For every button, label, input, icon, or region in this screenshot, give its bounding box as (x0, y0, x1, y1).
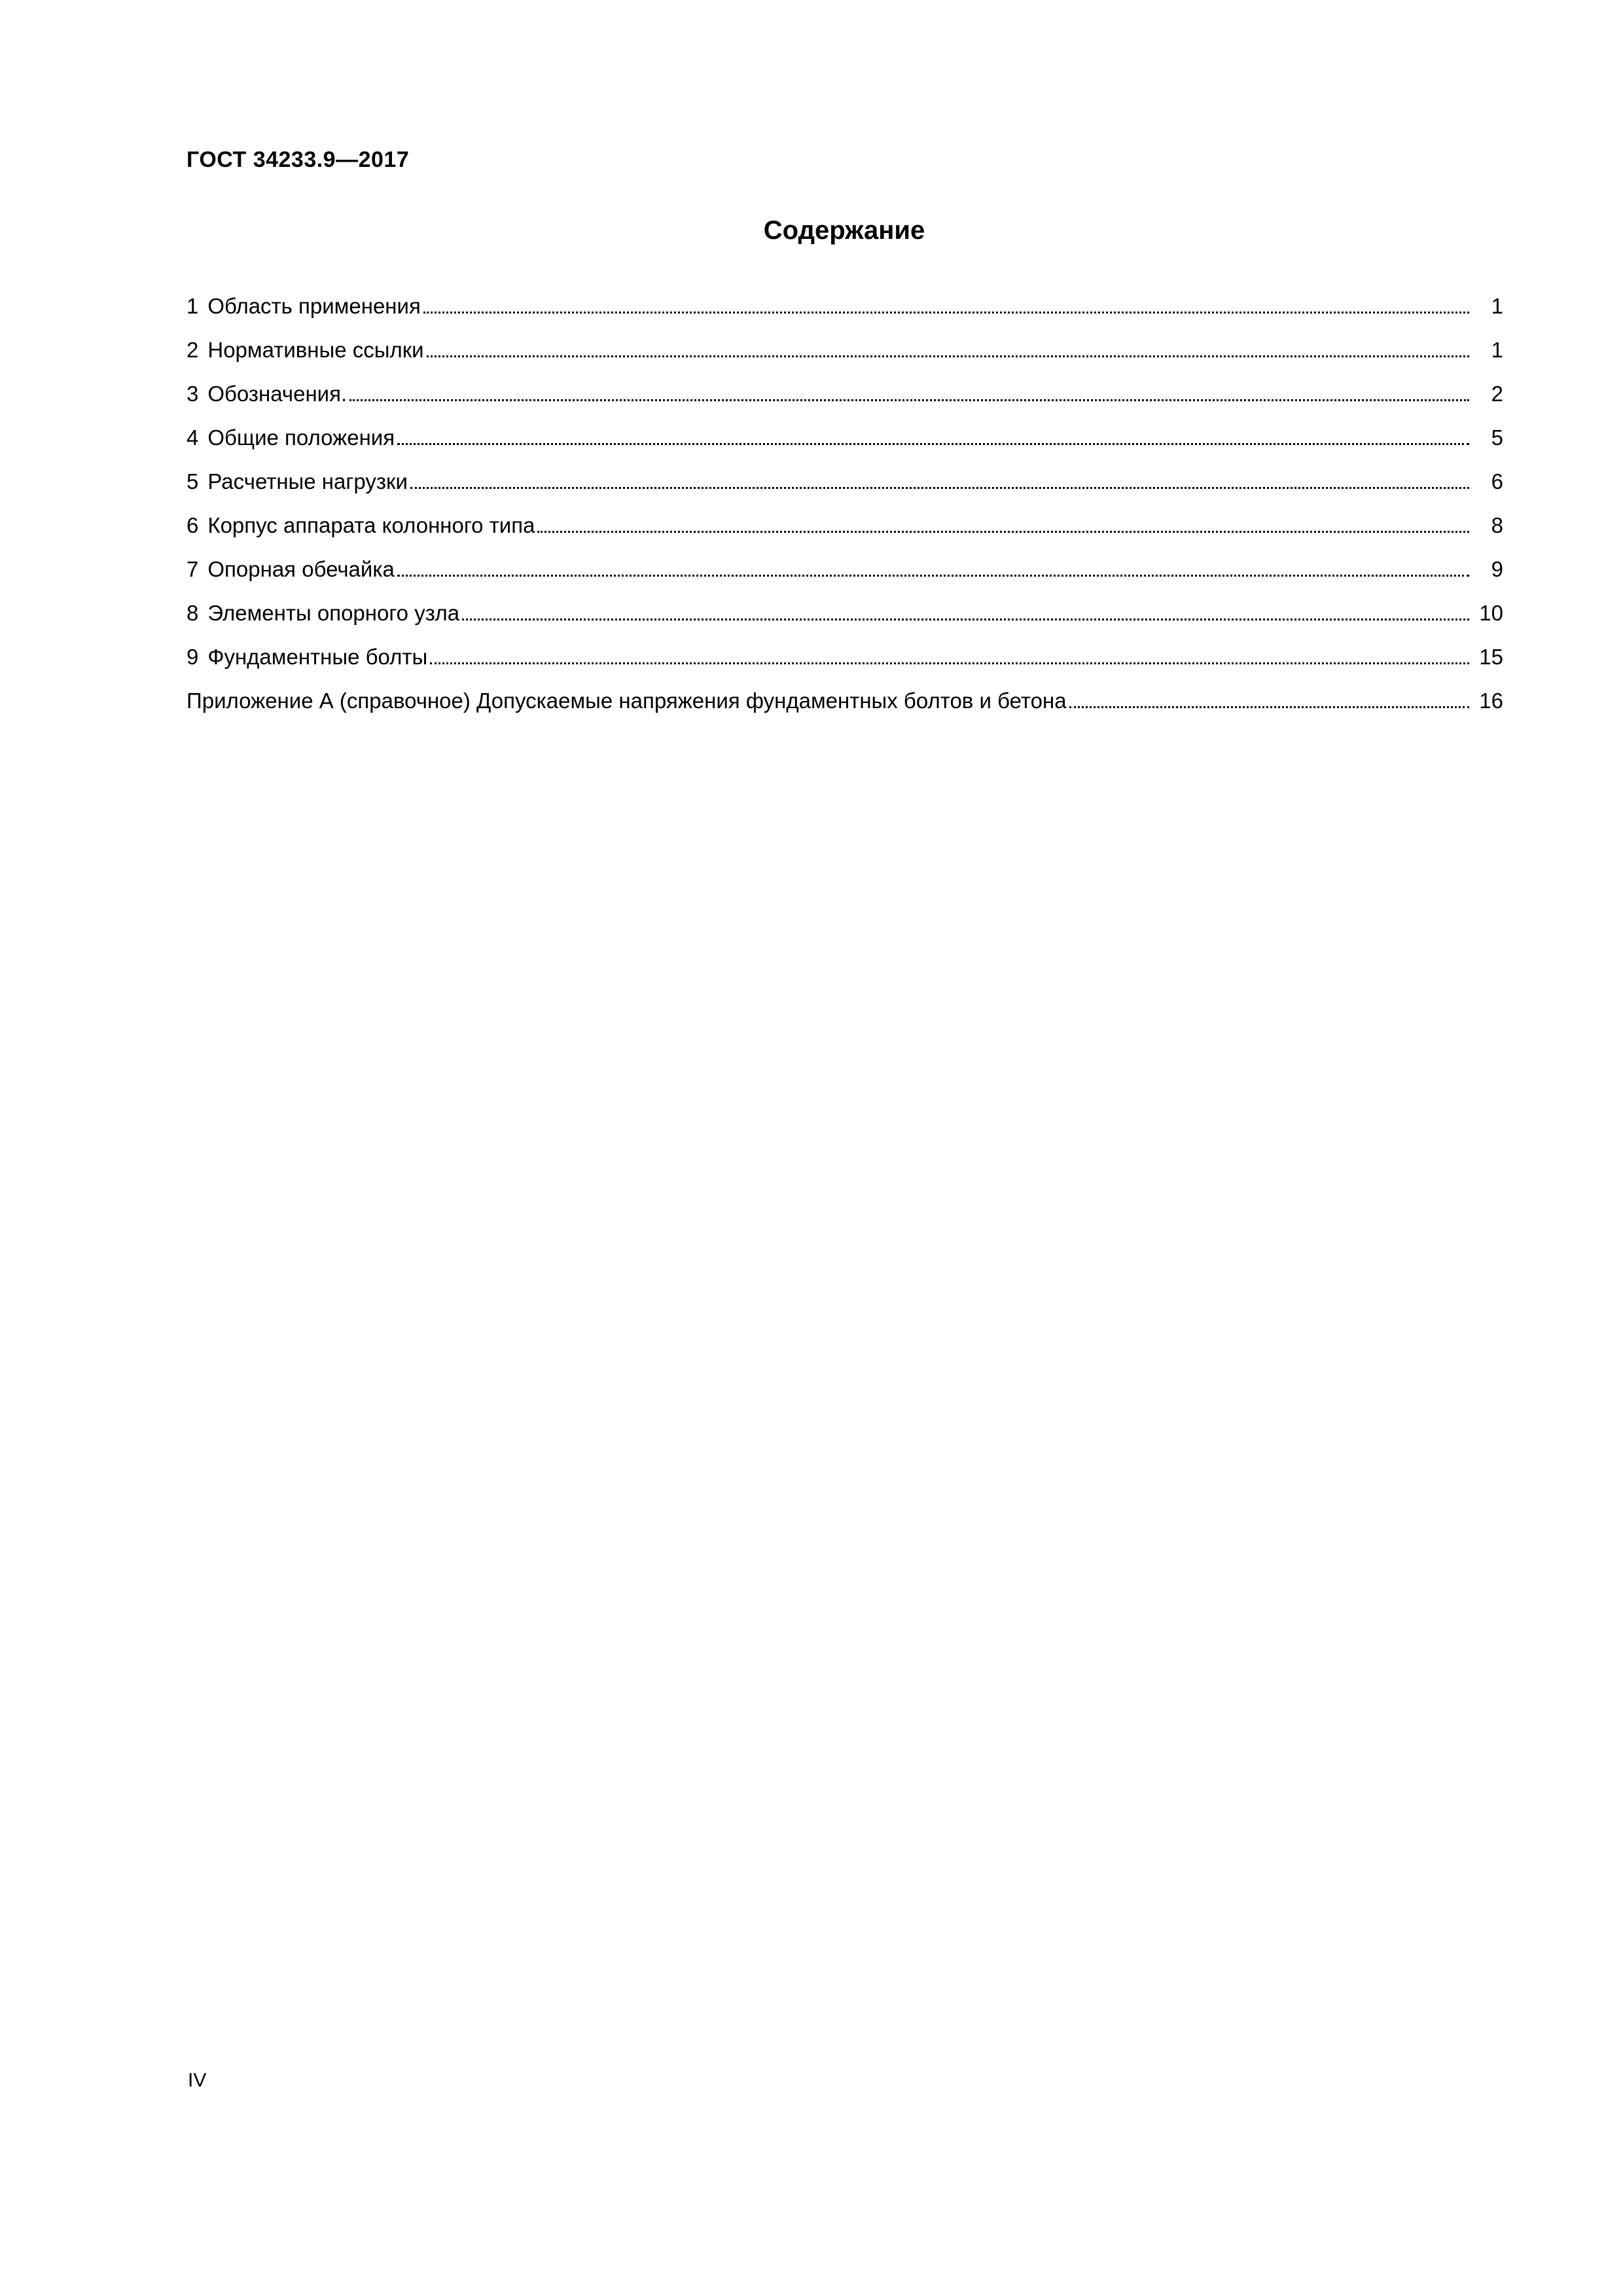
toc-entry[interactable] (187, 381, 1503, 407)
toc-entry-label: Элементы опорного узла (207, 601, 460, 625)
toc-entry-page: 15 (1479, 645, 1503, 669)
toc-entry-label: Приложение А (справочное) Допускаемые напряжения фундаментных болтов и бетона (187, 689, 1067, 713)
toc-entry[interactable] (187, 337, 1503, 363)
toc-leader-dots (537, 530, 1469, 533)
toc-entry-number: 5 (187, 469, 199, 493)
toc-entry-label: Обозначения. (207, 382, 348, 406)
toc-entry-label: Фундаментные болты (207, 645, 428, 669)
toc-entry-page: 16 (1479, 689, 1503, 713)
toc-entry-appendix[interactable] (187, 688, 1503, 714)
toc-entry-page: 1 (1491, 294, 1503, 318)
toc-entry[interactable] (187, 293, 1503, 319)
toc-entry-number: 9 (187, 645, 199, 669)
toc-entry-number: 1 (187, 294, 199, 318)
toc-leader-dots (462, 618, 1469, 620)
toc-entry-number: 7 (187, 557, 199, 581)
toc-entry-page: 5 (1491, 425, 1503, 450)
toc-leader-dots (397, 574, 1469, 577)
toc-entry[interactable] (187, 644, 1503, 670)
toc-entry[interactable] (187, 600, 1503, 626)
toc-entry-number: 3 (187, 382, 199, 406)
toc-entry-page: 9 (1491, 557, 1503, 581)
page-title: Содержание (763, 216, 925, 245)
toc-leader-dots (423, 311, 1469, 314)
toc-leader-dots (430, 662, 1469, 664)
toc-leader-dots (427, 355, 1469, 357)
toc-entry-page: 2 (1491, 382, 1503, 406)
toc-leader-dots (1069, 706, 1469, 708)
toc-entry[interactable] (187, 425, 1503, 451)
toc-entry-label: Область применения (207, 294, 421, 318)
toc-entry-label: Общие положения (207, 425, 395, 450)
toc-entry-page: 10 (1479, 601, 1503, 625)
toc-entry-page: 6 (1491, 469, 1503, 493)
table-of-contents (187, 293, 1503, 732)
toc-entry-number: 2 (187, 338, 199, 362)
toc-entry-page: 8 (1491, 513, 1503, 537)
toc-entry-label: Нормативные ссылки (207, 338, 424, 362)
toc-entry[interactable] (187, 512, 1503, 539)
toc-leader-dots (349, 399, 1469, 401)
toc-entry-page: 1 (1491, 338, 1503, 362)
toc-entry-number: 4 (187, 425, 199, 450)
running-header-standard-number: ГОСТ 34233.9—2017 (187, 147, 410, 172)
page-number-folio: IV (188, 2070, 207, 2091)
toc-leader-dots (397, 442, 1469, 445)
toc-entry[interactable] (187, 556, 1503, 583)
toc-entry-label: Расчетные нагрузки (207, 469, 408, 493)
toc-entry-label: Опорная обечайка (207, 557, 395, 581)
toc-leader-dots (410, 486, 1469, 489)
toc-entry[interactable] (187, 469, 1503, 495)
toc-entry-number: 6 (187, 513, 199, 537)
toc-entry-number: 8 (187, 601, 199, 625)
toc-entry-label: Корпус аппарата колонного типа (207, 513, 535, 537)
